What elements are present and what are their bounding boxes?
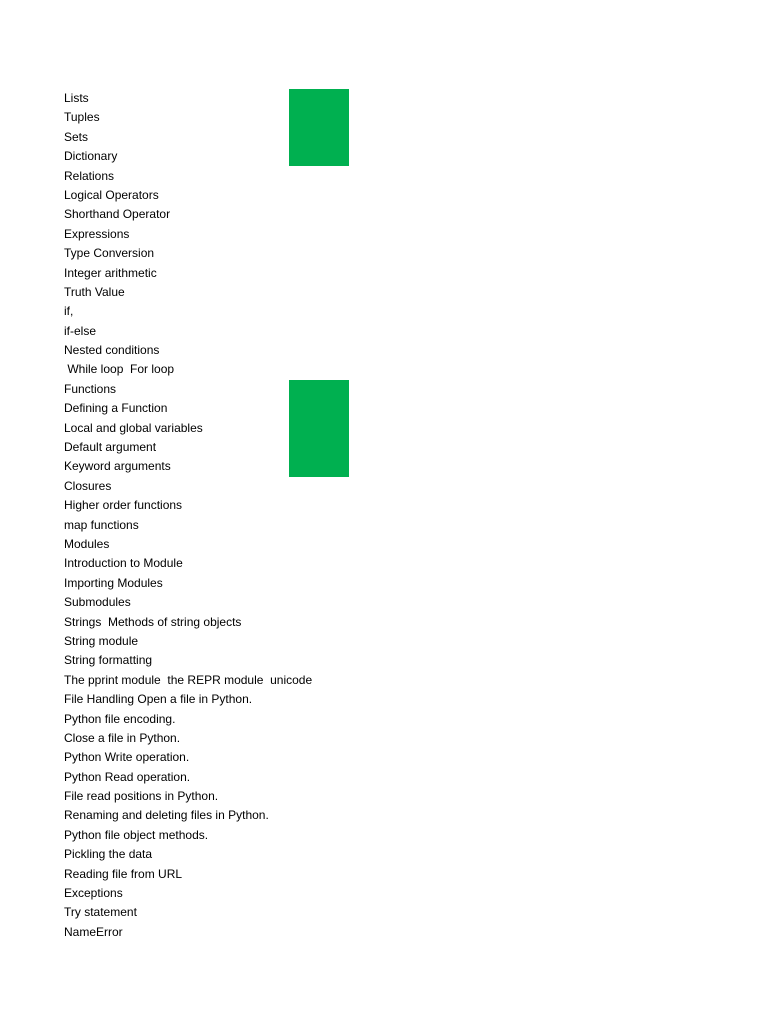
list-item: Default argument	[64, 440, 157, 455]
list-item: Type Conversion	[64, 246, 155, 261]
list-item: Pickling the data	[64, 847, 153, 862]
list-item: Python file object methods.	[64, 827, 209, 842]
list-item: Dictionary	[64, 149, 118, 164]
list-item: Renaming and deleting files in Python.	[64, 808, 269, 823]
list-item: Functions	[64, 381, 117, 396]
topic-list	[64, 89, 312, 942]
list-item: Modules	[64, 536, 110, 551]
list-item: Defining a Function	[64, 401, 168, 416]
list-item: Importing Modules	[64, 575, 163, 590]
list-item: While loop For loop	[64, 362, 175, 377]
list-item: Close a file in Python.	[64, 730, 181, 745]
list-item: Higher order functions	[64, 498, 183, 513]
list-item: map functions	[64, 517, 139, 532]
list-item: Closures	[64, 478, 112, 493]
list-item: File read positions in Python.	[64, 789, 219, 804]
list-item: Python Read operation.	[64, 769, 191, 784]
list-item: Relations	[64, 168, 115, 183]
list-item: Local and global variables	[64, 420, 203, 435]
list-item: Nested conditions	[64, 343, 160, 358]
list-item: Shorthand Operator	[64, 207, 171, 222]
list-item: File Handling Open a file in Python.	[64, 692, 253, 707]
green-marker-block-middle	[289, 380, 349, 477]
list-item: NameError	[64, 924, 123, 939]
list-item: String module	[64, 633, 139, 648]
list-item: Strings Methods of string objects	[64, 614, 242, 629]
list-item: The pprint module the REPR module unicode	[64, 672, 313, 687]
list-item: String formatting	[64, 653, 153, 668]
list-item: Introduction to Module	[64, 556, 183, 571]
list-item: Expressions	[64, 226, 130, 241]
list-item: Python file encoding.	[64, 711, 176, 726]
list-item: Try statement	[64, 905, 137, 920]
list-item: Reading file from URL	[64, 866, 183, 881]
list-item: Submodules	[64, 595, 131, 610]
list-item: Integer arithmetic	[64, 265, 157, 280]
green-marker-block-top	[289, 89, 349, 166]
list-item: if,	[64, 304, 74, 319]
list-item: Logical Operators	[64, 187, 159, 202]
list-item: if-else	[64, 323, 97, 338]
list-item: Lists	[64, 91, 89, 105]
list-item: Exceptions	[64, 886, 123, 901]
list-item: Truth Value	[64, 284, 125, 299]
list-item: Python Write operation.	[64, 750, 190, 765]
list-item: Sets	[64, 129, 89, 144]
list-item: Tuples	[64, 110, 100, 125]
list-item: Keyword arguments	[64, 459, 171, 474]
